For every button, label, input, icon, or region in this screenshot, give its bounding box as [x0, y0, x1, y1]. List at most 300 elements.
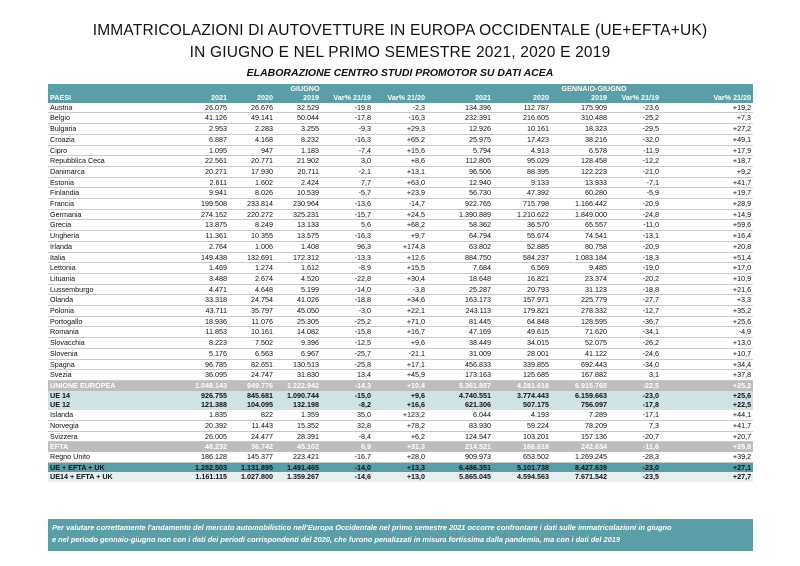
- value-cell: 7.671.542: [551, 472, 609, 482]
- value-cell: -27,7: [609, 295, 661, 306]
- col-2021: 2021: [183, 93, 229, 103]
- value-cell: +27,2: [661, 124, 753, 135]
- column-gap: [427, 442, 435, 452]
- table-row: [48, 370, 753, 381]
- value-cell: 5.794: [435, 145, 493, 156]
- value-cell: -20,9: [609, 241, 661, 252]
- value-cell: 3,1: [609, 370, 661, 381]
- subtitle: ELABORAZIONE CENTRO STUDI PROMOTOR SU DATI ACEA: [246, 67, 554, 79]
- col-var-21-19-ytd: Var% 21/19: [609, 93, 661, 103]
- value-cell: 3,0: [321, 156, 373, 167]
- value-cell: 31.009: [435, 348, 493, 359]
- table-row: [48, 231, 753, 242]
- table-row: [48, 327, 753, 338]
- column-gap: [427, 306, 435, 317]
- value-cell: +28,8: [661, 442, 753, 452]
- value-cell: 1.183: [275, 145, 321, 156]
- value-cell: 10.161: [493, 124, 551, 135]
- value-cell: -12,5: [321, 338, 373, 349]
- value-cell: 230.964: [275, 199, 321, 210]
- value-cell: -8,2: [321, 400, 373, 410]
- value-cell: +24,5: [373, 209, 427, 220]
- table-row: [48, 156, 753, 167]
- value-cell: 18.936: [183, 316, 229, 327]
- value-cell: +13,0: [373, 472, 427, 482]
- value-cell: 456.833: [435, 359, 493, 370]
- value-cell: 167.882: [551, 370, 609, 381]
- value-cell: +34,6: [373, 295, 427, 306]
- col-var-21-20: Var% 21/20: [373, 93, 427, 103]
- value-cell: +39,2: [661, 452, 753, 462]
- column-gap: [427, 263, 435, 274]
- group-ytd: GENNAIO-GIUGNO: [435, 84, 753, 93]
- value-cell: +29,3: [373, 124, 427, 135]
- value-cell: -8,4: [321, 431, 373, 442]
- value-cell: +14,9: [661, 209, 753, 220]
- value-cell: +63,0: [373, 177, 427, 188]
- value-cell: 4.193: [493, 410, 551, 420]
- value-cell: 1.027.800: [229, 472, 275, 482]
- country-name: Spagna: [48, 359, 183, 370]
- country-name: Bulgaria: [48, 124, 183, 135]
- value-cell: 8.232: [275, 134, 321, 145]
- country-name: Regno Unito: [48, 452, 183, 462]
- value-cell: 6.159.663: [551, 391, 609, 401]
- value-cell: 2.424: [275, 177, 321, 188]
- country-name: UE 14: [48, 391, 183, 401]
- country-name: Belgio: [48, 113, 183, 124]
- value-cell: 18.648: [435, 273, 493, 284]
- value-cell: -11,6: [609, 442, 661, 452]
- value-cell: 35,0: [321, 410, 373, 420]
- value-cell: 6.915.760: [551, 380, 609, 390]
- value-cell: 1.849.000: [551, 209, 609, 220]
- value-cell: 2.611: [183, 177, 229, 188]
- value-cell: 78.209: [551, 420, 609, 431]
- value-cell: -5,9: [609, 188, 661, 199]
- value-cell: 26.075: [183, 103, 229, 113]
- footnote: [48, 519, 753, 551]
- col-paesi: PAESI: [48, 93, 183, 103]
- value-cell: 1.006: [229, 241, 275, 252]
- value-cell: 74.541: [551, 231, 609, 242]
- col-var-21-19: Var% 21/19: [321, 93, 373, 103]
- value-cell: 1.491.465: [275, 462, 321, 472]
- value-cell: +17,1: [373, 359, 427, 370]
- country-name: Irlanda: [48, 241, 183, 252]
- value-cell: 23.374: [551, 273, 609, 284]
- value-cell: +65,2: [373, 134, 427, 145]
- value-cell: 9.941: [183, 188, 229, 199]
- value-cell: -24,6: [609, 348, 661, 359]
- column-gap: [427, 273, 435, 284]
- column-gap: [427, 156, 435, 167]
- value-cell: 31.123: [551, 284, 609, 295]
- value-cell: 52.075: [551, 338, 609, 349]
- value-cell: 124.547: [435, 431, 493, 442]
- column-gap: [427, 410, 435, 420]
- value-cell: +27,1: [661, 462, 753, 472]
- column-gap: [427, 295, 435, 306]
- table-row: [48, 273, 753, 284]
- value-cell: +123,2: [373, 410, 427, 420]
- value-cell: +15,5: [373, 263, 427, 274]
- col-2021-ytd: 2021: [435, 93, 493, 103]
- value-cell: +9,2: [661, 166, 753, 177]
- country-name: Finlandia: [48, 188, 183, 199]
- value-cell: 7,3: [609, 420, 661, 431]
- column-gap: [427, 462, 435, 472]
- table-row: [48, 209, 753, 220]
- value-cell: 52.885: [493, 241, 551, 252]
- value-cell: 5,6: [321, 220, 373, 231]
- value-cell: +25,6: [661, 391, 753, 401]
- value-cell: 4.520: [275, 273, 321, 284]
- value-cell: 163.173: [435, 295, 493, 306]
- value-cell: 6.563: [229, 348, 275, 359]
- value-cell: 173.163: [435, 370, 493, 381]
- value-cell: 166.618: [493, 442, 551, 452]
- value-cell: +10,7: [661, 348, 753, 359]
- value-cell: -36,7: [609, 316, 661, 327]
- value-cell: +19,7: [661, 188, 753, 199]
- value-cell: 24.477: [229, 431, 275, 442]
- column-header-row: [48, 93, 753, 103]
- column-gap: [427, 348, 435, 359]
- table-row: [48, 462, 753, 472]
- value-cell: +59,6: [661, 220, 753, 231]
- value-cell: -2,1: [321, 166, 373, 177]
- value-cell: 50.044: [275, 113, 321, 124]
- value-cell: -21,1: [373, 348, 427, 359]
- country-name: Lettonia: [48, 263, 183, 274]
- column-gap: [427, 420, 435, 431]
- column-gap: [427, 145, 435, 156]
- table-row: [48, 145, 753, 156]
- value-cell: +16,4: [661, 231, 753, 242]
- value-cell: 59.224: [493, 420, 551, 431]
- value-cell: -16,7: [321, 452, 373, 462]
- value-cell: -12,2: [609, 156, 661, 167]
- value-cell: +9,7: [373, 231, 427, 242]
- value-cell: 1.269.245: [551, 452, 609, 462]
- column-gap: [427, 380, 435, 390]
- value-cell: 38.216: [551, 134, 609, 145]
- value-cell: 3.255: [275, 124, 321, 135]
- value-cell: 179.821: [493, 306, 551, 317]
- value-cell: 822: [229, 410, 275, 420]
- value-cell: +23,9: [373, 188, 427, 199]
- value-cell: 41.122: [551, 348, 609, 359]
- country-name: Grecia: [48, 220, 183, 231]
- value-cell: 4.648: [229, 284, 275, 295]
- value-cell: 32,8: [321, 420, 373, 431]
- country-name: Danimarca: [48, 166, 183, 177]
- country-name: Olanda: [48, 295, 183, 306]
- value-cell: +49,1: [661, 134, 753, 145]
- value-cell: 4.471: [183, 284, 229, 295]
- value-cell: 10.355: [229, 231, 275, 242]
- value-cell: 26.676: [229, 103, 275, 113]
- value-cell: 175.909: [551, 103, 609, 113]
- value-cell: 243.113: [435, 306, 493, 317]
- value-cell: 4.913: [493, 145, 551, 156]
- value-cell: -32,0: [609, 134, 661, 145]
- value-cell: -16,3: [321, 231, 373, 242]
- table-row: [48, 410, 753, 420]
- value-cell: +17,9: [661, 145, 753, 156]
- value-cell: +16,7: [373, 327, 427, 338]
- table-row: [48, 472, 753, 482]
- value-cell: -18,3: [609, 252, 661, 263]
- country-name: Lussemburgo: [48, 284, 183, 295]
- value-cell: 223.421: [275, 452, 321, 462]
- value-cell: 199.508: [183, 199, 229, 210]
- value-cell: 13.575: [275, 231, 321, 242]
- table-row: [48, 188, 753, 199]
- value-cell: 24.754: [229, 295, 275, 306]
- value-cell: 3.774.443: [493, 391, 551, 401]
- column-gap: [427, 359, 435, 370]
- value-cell: 220.272: [229, 209, 275, 220]
- country-name: UE14 + EFTA + UK: [48, 472, 183, 482]
- value-cell: -12,7: [609, 306, 661, 317]
- value-cell: -5,7: [321, 188, 373, 199]
- value-cell: 6,9: [321, 442, 373, 452]
- value-cell: +30,4: [373, 273, 427, 284]
- value-cell: 1.166.442: [551, 199, 609, 210]
- value-cell: 2.283: [229, 124, 275, 135]
- value-cell: 20.711: [275, 166, 321, 177]
- country-name: Germania: [48, 209, 183, 220]
- col-2019: 2019: [275, 93, 321, 103]
- table-row: [48, 166, 753, 177]
- table-row: [48, 420, 753, 431]
- value-cell: 17.930: [229, 166, 275, 177]
- country-name: Ungheria: [48, 231, 183, 242]
- value-cell: +41,7: [661, 177, 753, 188]
- value-cell: 1.090.744: [275, 391, 321, 401]
- value-cell: -14,7: [373, 199, 427, 210]
- table-row: [48, 284, 753, 295]
- value-cell: 1.083.184: [551, 252, 609, 263]
- value-cell: 8.427.639: [551, 462, 609, 472]
- value-cell: 20.392: [183, 420, 229, 431]
- value-cell: 112.787: [493, 103, 551, 113]
- value-cell: 1.408: [275, 241, 321, 252]
- value-cell: 34.015: [493, 338, 551, 349]
- value-cell: 274.152: [183, 209, 229, 220]
- value-cell: 4.281.618: [493, 380, 551, 390]
- value-cell: 20.771: [229, 156, 275, 167]
- value-cell: 4.168: [229, 134, 275, 145]
- value-cell: 145.377: [229, 452, 275, 462]
- value-cell: 232.391: [435, 113, 493, 124]
- value-cell: 3.488: [183, 273, 229, 284]
- value-cell: 132.198: [275, 400, 321, 410]
- value-cell: 47.392: [493, 188, 551, 199]
- value-cell: +9,6: [373, 338, 427, 349]
- table-row: [48, 452, 753, 462]
- column-gap: [427, 113, 435, 124]
- value-cell: -25,7: [321, 348, 373, 359]
- value-cell: -7,4: [321, 145, 373, 156]
- value-cell: 1.282.503: [183, 462, 229, 472]
- value-cell: +51,4: [661, 252, 753, 263]
- value-cell: 43.711: [183, 306, 229, 317]
- value-cell: 11.853: [183, 327, 229, 338]
- value-cell: 1.210.622: [493, 209, 551, 220]
- country-name: Polonia: [48, 306, 183, 317]
- value-cell: -13,1: [609, 231, 661, 242]
- column-gap: [427, 177, 435, 188]
- column-gap: [427, 241, 435, 252]
- value-cell: -14,0: [321, 284, 373, 295]
- value-cell: +22,5: [661, 400, 753, 410]
- value-cell: 38.449: [435, 338, 493, 349]
- column-gap: [427, 284, 435, 295]
- value-cell: 17.423: [493, 134, 551, 145]
- value-cell: -34,0: [609, 359, 661, 370]
- value-cell: -23,0: [609, 391, 661, 401]
- value-cell: 653.502: [493, 452, 551, 462]
- value-cell: 64.848: [493, 316, 551, 327]
- country-name: Austria: [48, 103, 183, 113]
- value-cell: -34,1: [609, 327, 661, 338]
- value-cell: 157.971: [493, 295, 551, 306]
- value-cell: +28,0: [373, 452, 427, 462]
- value-cell: 1.612: [275, 263, 321, 274]
- value-cell: -13,3: [321, 252, 373, 263]
- value-cell: +25,2: [661, 380, 753, 390]
- value-cell: 6.967: [275, 348, 321, 359]
- column-gap: [427, 391, 435, 401]
- value-cell: 6.486.351: [435, 462, 493, 472]
- value-cell: 11.361: [183, 231, 229, 242]
- value-cell: 922.765: [435, 199, 493, 210]
- value-cell: 96.506: [435, 166, 493, 177]
- value-cell: 149.438: [183, 252, 229, 263]
- table-row: [48, 177, 753, 188]
- value-cell: 36.742: [229, 442, 275, 452]
- value-cell: -8,9: [321, 263, 373, 274]
- value-cell: 28.391: [275, 431, 321, 442]
- value-cell: -22,8: [321, 273, 373, 284]
- value-cell: 9.485: [551, 263, 609, 274]
- value-cell: -4,9: [661, 327, 753, 338]
- value-cell: -22,5: [609, 380, 661, 390]
- table-row: [48, 113, 753, 124]
- value-cell: 1.274: [229, 263, 275, 274]
- country-name: Lituania: [48, 273, 183, 284]
- value-cell: -28,3: [609, 452, 661, 462]
- value-cell: +12,6: [373, 252, 427, 263]
- value-cell: 18.323: [551, 124, 609, 135]
- value-cell: -25,2: [609, 113, 661, 124]
- value-cell: +18,7: [661, 156, 753, 167]
- country-name: Slovenia: [48, 348, 183, 359]
- value-cell: 49.141: [229, 113, 275, 124]
- value-cell: 65.557: [551, 220, 609, 231]
- value-cell: 13.875: [183, 220, 229, 231]
- value-cell: +71,0: [373, 316, 427, 327]
- value-cell: -15,7: [321, 209, 373, 220]
- value-cell: 55.674: [493, 231, 551, 242]
- value-cell: 15.352: [275, 420, 321, 431]
- value-cell: 20.271: [183, 166, 229, 177]
- value-cell: 339.855: [493, 359, 551, 370]
- value-cell: 60.280: [551, 188, 609, 199]
- value-cell: +16,6: [373, 400, 427, 410]
- value-cell: 95.029: [493, 156, 551, 167]
- value-cell: 1.359: [275, 410, 321, 420]
- value-cell: 125.685: [493, 370, 551, 381]
- value-cell: 11.076: [229, 316, 275, 327]
- value-cell: -25,2: [321, 316, 373, 327]
- value-cell: 715.798: [493, 199, 551, 210]
- country-name: Svezia: [48, 370, 183, 381]
- value-cell: 88.395: [493, 166, 551, 177]
- column-gap: [427, 231, 435, 242]
- table-row: [48, 134, 753, 145]
- value-cell: 9.396: [275, 338, 321, 349]
- value-cell: 20.793: [493, 284, 551, 295]
- value-cell: 81.445: [435, 316, 493, 327]
- value-cell: 21.902: [275, 156, 321, 167]
- value-cell: -25,8: [321, 359, 373, 370]
- value-cell: 24.747: [229, 370, 275, 381]
- value-cell: 31.830: [275, 370, 321, 381]
- value-cell: 584.237: [493, 252, 551, 263]
- value-cell: 82.651: [229, 359, 275, 370]
- value-cell: +13,1: [373, 166, 427, 177]
- value-cell: 5.199: [275, 284, 321, 295]
- value-cell: +17,0: [661, 263, 753, 274]
- value-cell: 7,7: [321, 177, 373, 188]
- column-gap: [427, 134, 435, 145]
- value-cell: 36.095: [183, 370, 229, 381]
- title-line-2: IN GIUGNO E NEL PRIMO SEMESTRE 2021, 2020 E 2019: [189, 44, 611, 61]
- value-cell: -18,8: [321, 295, 373, 306]
- value-cell: 1.095: [183, 145, 229, 156]
- value-cell: 14.082: [275, 327, 321, 338]
- column-gap: [427, 472, 435, 482]
- value-cell: 13.133: [275, 220, 321, 231]
- footnote-line-2: e nel periodo gennaio-giugno non con i dati dei periodi corrispondenti del 2020, che furono penalizzati in misura fortissima dalla pandemia, ma con i dati del 2019: [52, 535, 620, 544]
- value-cell: -17,8: [609, 400, 661, 410]
- column-gap: [427, 452, 435, 462]
- value-cell: -9,3: [321, 124, 373, 135]
- value-cell: +10,9: [661, 273, 753, 284]
- value-cell: 33.318: [183, 295, 229, 306]
- group-june: GIUGNO: [183, 84, 427, 93]
- value-cell: 5.101.738: [493, 462, 551, 472]
- value-cell: +3,3: [661, 295, 753, 306]
- value-cell: 112.805: [435, 156, 493, 167]
- value-cell: 845.681: [229, 391, 275, 401]
- value-cell: 58.362: [435, 220, 493, 231]
- value-cell: 49.615: [493, 327, 551, 338]
- value-cell: 25.975: [435, 134, 493, 145]
- value-cell: +27,7: [661, 472, 753, 482]
- value-cell: 56.730: [435, 188, 493, 199]
- value-cell: 8.026: [229, 188, 275, 199]
- value-cell: 132.691: [229, 252, 275, 263]
- col-2020: 2020: [229, 93, 275, 103]
- value-cell: 1.222.942: [275, 380, 321, 390]
- value-cell: 45.050: [275, 306, 321, 317]
- value-cell: 8.249: [229, 220, 275, 231]
